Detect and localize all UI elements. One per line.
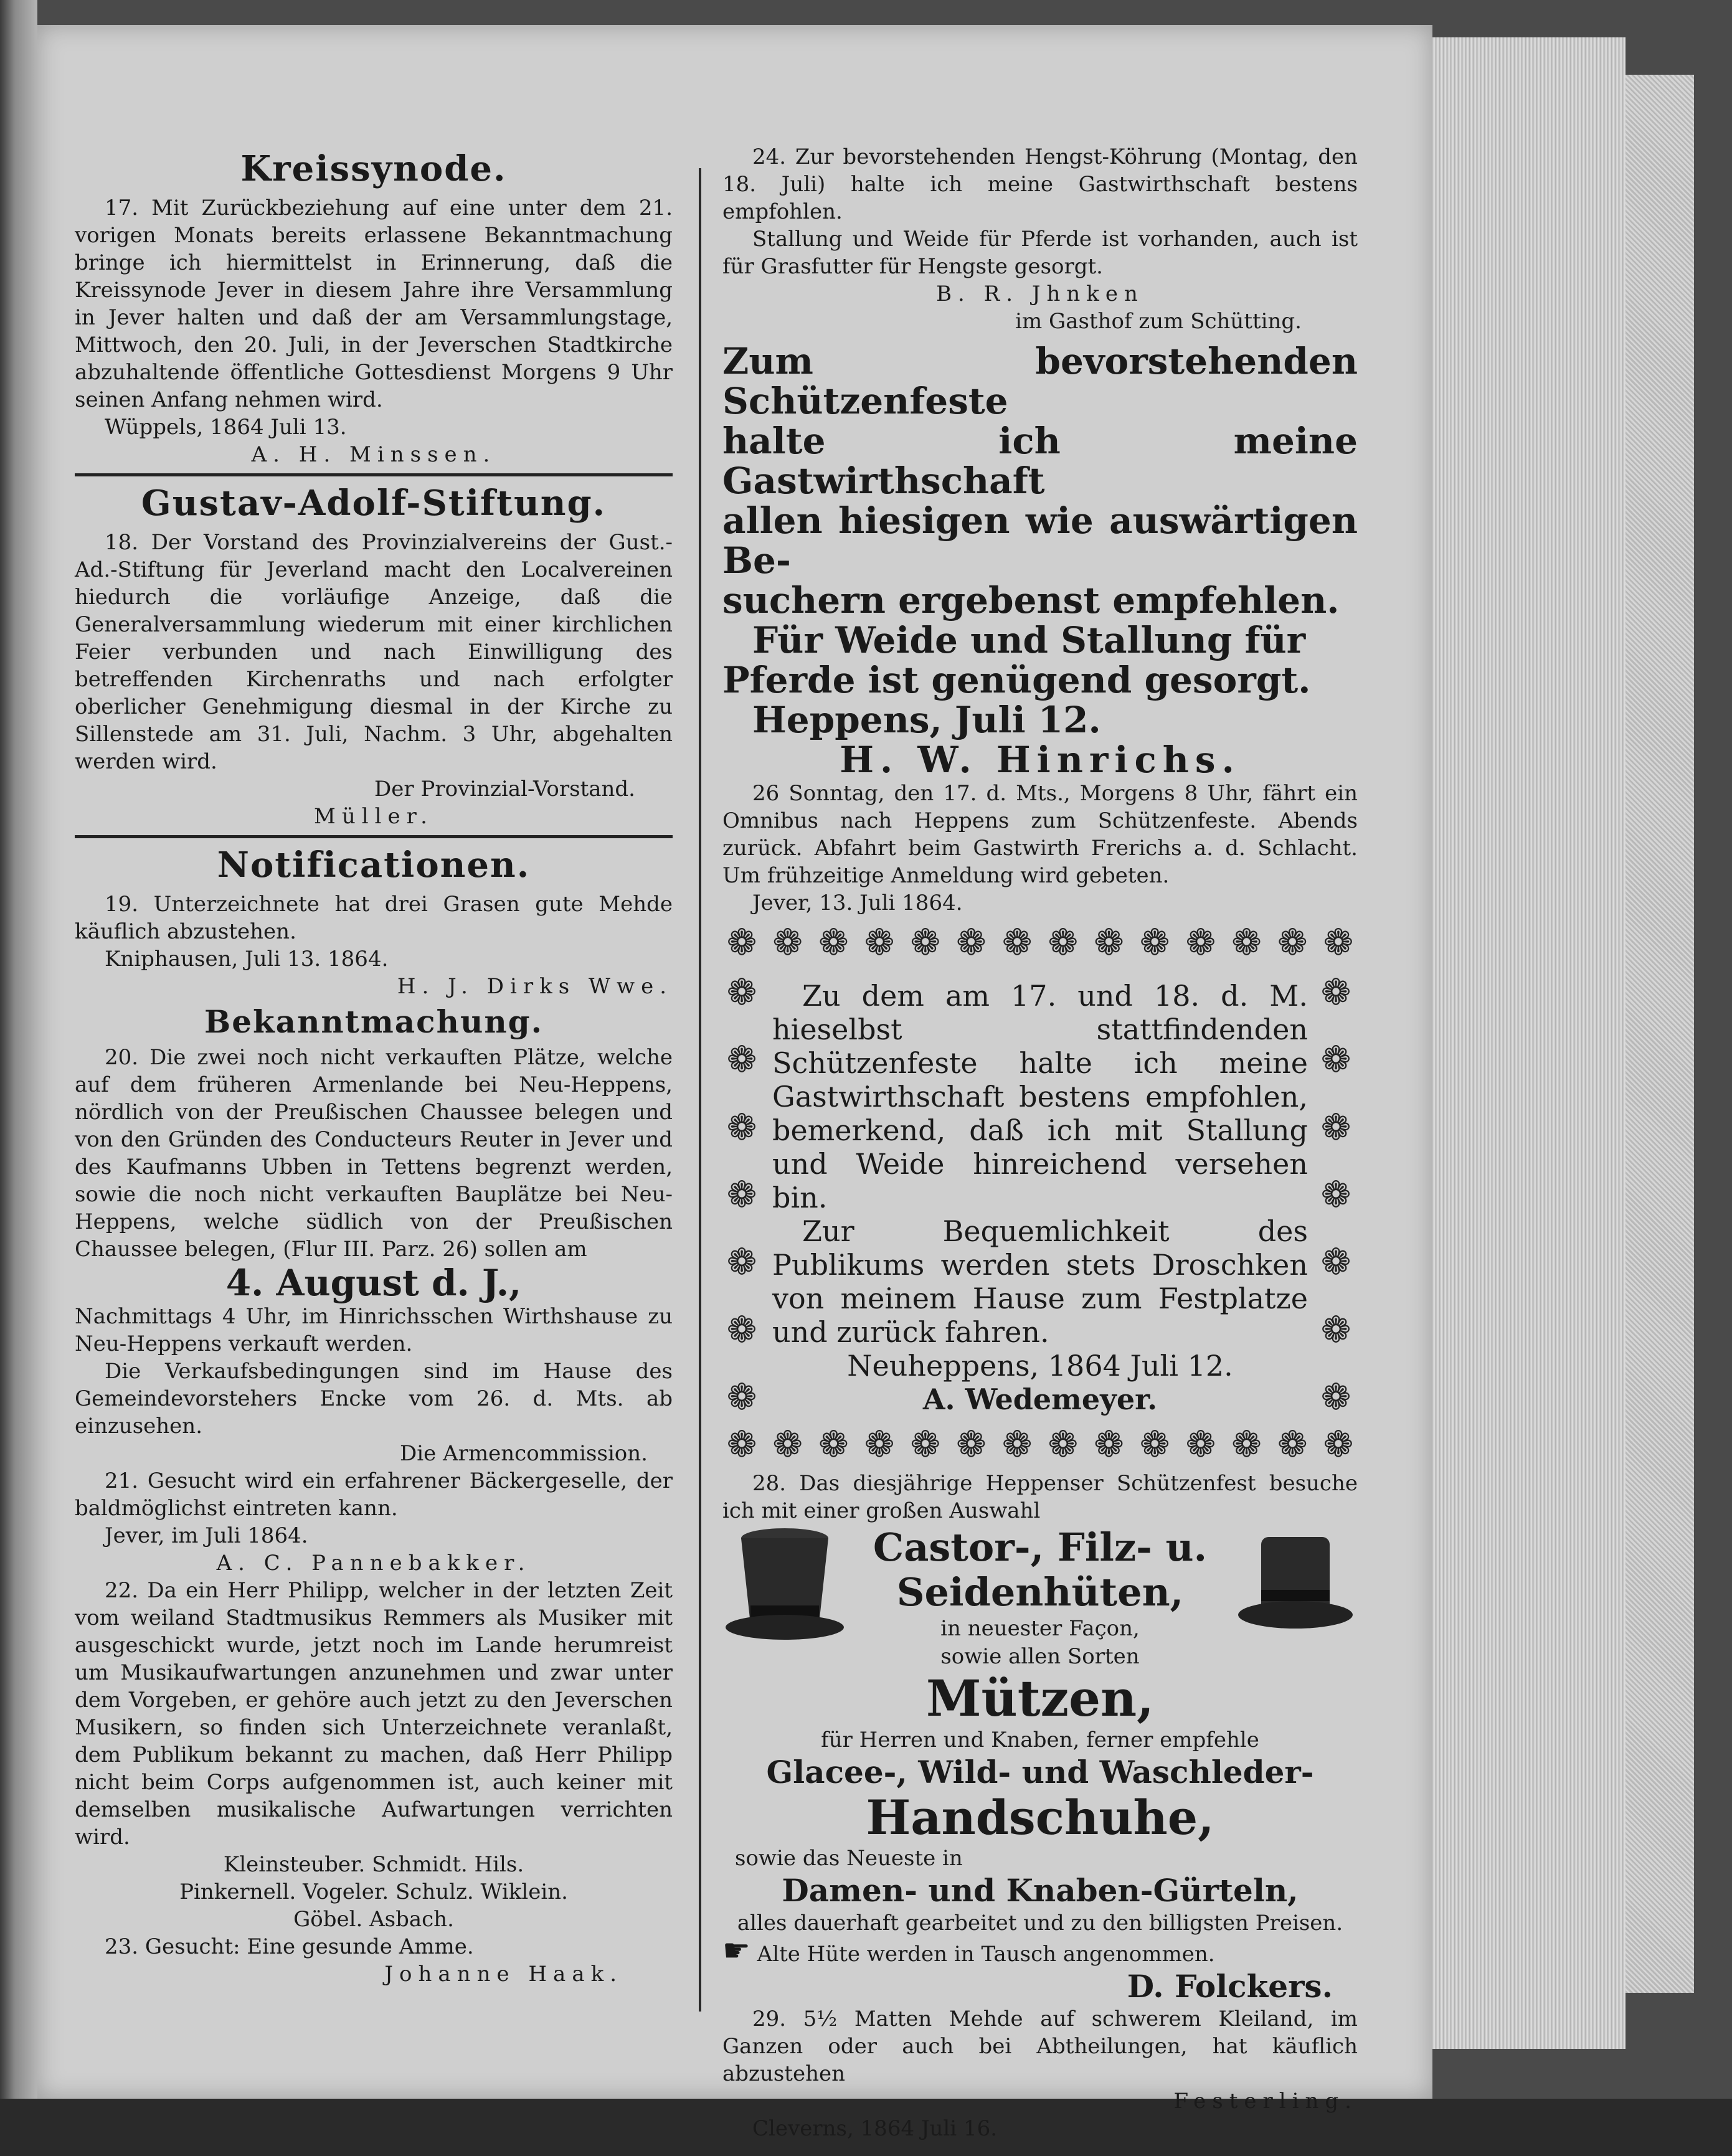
flower-ornament-icon: ❁ [1094, 921, 1124, 963]
notice-18-signature-name: Müller. [314, 804, 433, 829]
notice-20: 20. Die zwei noch nicht verkauften Plätze, welche auf dem früheren Armenlande bei Neu-Heppens, nördlich von der Preußischen Chaussee belegen und von den Gründen des Conducteurs Reuter in Jever und des Kaufmanns Ubben in Tettens begrenzt werden, sowie die noch nicht verkauften Bauplätze bei Neu-Heppens, welche südlich von der Preußischen Chaussee belegen, (Flur III. Parz. 26) sollen am [75, 1045, 673, 1262]
flower-ornament-icon: ❁ [910, 1423, 941, 1465]
flower-ornament-icon: ❁ [818, 1423, 849, 1465]
notice-24-signature-place: im Gasthof zum Schütting. [1015, 309, 1302, 334]
notice-17-signature: A. H. Minssen. [251, 442, 496, 467]
heading-gustav-adolf: Gustav-Adolf-Stiftung. [141, 483, 607, 524]
flower-ornament-icon: ❁ [726, 921, 757, 963]
ornamental-frame-ad [722, 923, 1358, 1466]
notice-25-line-2: halte ich meine Gastwirthschaft [722, 420, 1358, 502]
flower-ornament-icon: ❁ [1001, 1423, 1033, 1465]
ad-guertel: Damen- und Knaben-Gürteln, [782, 1872, 1299, 1909]
top-hat-icon [722, 1525, 847, 1643]
flower-ornament-icon: ❁ [1231, 921, 1262, 963]
flower-ornament-icon: ❁ [1185, 1423, 1216, 1465]
notice-27-text-2: Zur Bequemlichkeit des Publikums werden stets Droschken von meinem Hause zum Festplatze und zurück fahren. [772, 1214, 1308, 1349]
flower-ornament-icon: ❁ [818, 921, 849, 963]
flower-ornament-icon: ❁ [1048, 921, 1079, 963]
flower-ornament-icon: ❁ [1048, 1423, 1079, 1465]
flower-ornament-icon: ❁ [1231, 1423, 1262, 1465]
notice-20-signature: Die Armencommission. [400, 1441, 648, 1466]
ad-signature: D. Folckers. [1127, 1968, 1333, 2005]
heading-kreissynode: Kreissynode. [240, 148, 507, 189]
notice-20-time: Nachmittags 4 Uhr, im Hinrichsschen Wirthshause zu Neu-Heppens verkauft werden. [75, 1304, 673, 1356]
ad-facon: in neuester Façon, [940, 1616, 1140, 1641]
divider-rule [75, 473, 673, 476]
flower-ornament-icon: ❁ [1320, 1375, 1351, 1418]
column-divider [699, 168, 701, 2012]
right-column [722, 143, 1358, 2142]
ad-muetzen: Mützen, [925, 1669, 1154, 1728]
notice-22: 22. Da ein Herr Philipp, welcher in der letzten Zeit vom weiland Stadtmusikus Remmers als Musiker mit ausgeschickt wurde, jetzt noch im Lande herumreist um Musikaufwartungen anzunehmen und zwar unter dem Vorgeben, er gehöre auch jetzt zu den Jeverschen Musikern, so finden sich Unterzeichnete veranlaßt, dem Publikum bekannt zu machen, daß Herr Philipp nicht beim Corps aufgenommen ist, auch keiner mit demselben musikalische Aufwartungen verrichten wird. [75, 1578, 673, 1850]
flower-ornament-icon: ❁ [956, 1423, 987, 1465]
ad-fuer: für Herren und Knaben, ferner empfehle [821, 1728, 1259, 1752]
flower-ornament-icon: ❁ [726, 1105, 757, 1148]
bowler-hat-icon [1233, 1525, 1358, 1643]
pointing-hand-icon: ☛ [722, 1932, 750, 1969]
notice-25-place: Heppens, Juli 12. [752, 699, 1101, 741]
ornament-border-bottom [722, 1425, 1358, 1466]
notice-24: 24. Zur bevorstehenden Hengst-Köhrung (Montag, den 18. Juli) halte ich meine Gastwirthschaft bestens empfohlen. [722, 144, 1358, 224]
notice-29-place: Cleverns, 1864 Juli 16. [752, 2116, 998, 2141]
flower-ornament-icon: ❁ [1277, 1423, 1308, 1465]
notice-19-place: Kniphausen, Juli 13. 1864. [105, 947, 389, 972]
flower-ornament-icon: ❁ [726, 1173, 757, 1216]
notice-21: 21. Gesucht wird ein erfahrener Bäckergeselle, der baldmöglichst eintreten kann. [75, 1468, 673, 1521]
notice-27-signature: A. Wedemeyer. [922, 1383, 1158, 1416]
notice-28: 28. Das diesjährige Heppenser Schützenfest besuche ich mit einer großen Auswahl [722, 1471, 1358, 1523]
ad-handschuhe: Handschuhe, [866, 1790, 1214, 1845]
left-column [75, 143, 673, 1988]
divider-rule [75, 835, 673, 838]
ad-seidenhueten: Seidenhüten, [896, 1569, 1184, 1615]
flower-ornament-icon: ❁ [864, 1423, 895, 1465]
notice-27-place: Neuheppens, 1864 Juli 12. [847, 1349, 1233, 1383]
ad-alte-huete-row [722, 1932, 1358, 1969]
flower-ornament-icon: ❁ [726, 1375, 757, 1418]
notice-25-line-1: Zum bevorstehenden Schützenfeste [722, 340, 1358, 422]
ad-neueste: sowie das Neueste in [735, 1846, 963, 1871]
notice-26-place: Jever, 13. Juli 1864. [752, 891, 963, 915]
flower-ornament-icon: ❁ [1323, 921, 1354, 963]
notice-18-signature: Der Provinzial-Vorstand. [374, 777, 635, 801]
notice-17-place: Wüppels, 1864 Juli 13. [105, 415, 347, 440]
flower-ornament-icon: ❁ [1320, 1173, 1351, 1216]
flower-ornament-icon: ❁ [726, 1241, 757, 1284]
heading-bekanntmachung: Bekanntmachung. [204, 1003, 544, 1040]
flower-ornament-icon: ❁ [1323, 1423, 1354, 1465]
hat-ad-row [722, 1525, 1358, 1643]
flower-ornament-icon: ❁ [726, 1423, 757, 1465]
notice-20-date: 4. August d. J., [225, 1262, 522, 1304]
notice-29: 29. 5½ Matten Mehde auf schwerem Kleiland, im Ganzen oder auch bei Abtheilungen, hat käuflich abzustehen [722, 2007, 1358, 2086]
notice-19-signature: H. J. Dirks Wwe. [397, 974, 673, 999]
notice-22-signatures-3: Göbel. Asbach. [293, 1907, 454, 1932]
ornament-border-top [722, 923, 1358, 964]
flower-ornament-icon: ❁ [772, 1423, 803, 1465]
flower-ornament-icon: ❁ [1185, 921, 1216, 963]
flower-ornament-icon: ❁ [910, 921, 941, 963]
book-spine-edge [0, 0, 37, 2156]
ad-glacee: Glacee-, Wild- und Waschleder- [766, 1754, 1314, 1790]
page-stack-edge [1432, 37, 1626, 2049]
notice-26: 26 Sonntag, den 17. d. Mts., Morgens 8 Uhr, fährt ein Omnibus nach Heppens zum Schützenfeste. Abends zurück. Abfahrt beim Gastwirth Frerichs a. d. Schlacht. Um frühzeitige Anmeldung wird gebeten. [722, 781, 1358, 888]
flower-ornament-icon: ❁ [1094, 1423, 1124, 1465]
notice-27-text: Zu dem am 17. und 18. d. M. hieselbst stattfindenden Schützenfeste halte ich meine Gastwirthschaft bestens empfohlen, bemerkend, daß ich mit Stallung und Weide hinreichend versehen bin. [772, 979, 1308, 1214]
flower-ornament-icon: ❁ [1320, 971, 1351, 1013]
notice-23-signature: Johanne Haak. [384, 1962, 623, 1987]
ornament-border-left [722, 973, 764, 1416]
notice-24-stable: Stallung und Weide für Pferde ist vorhanden, auch ist für Grasfutter für Hengste gesorgt. [722, 227, 1358, 279]
ad-alles: alles dauerhaft gearbeitet und zu den billigsten Preisen. [737, 1911, 1343, 1936]
flower-ornament-icon: ❁ [1277, 921, 1308, 963]
notice-21-signature: A. C. Pannebakker. [216, 1551, 531, 1576]
notice-22-signatures-1: Kleinsteuber. Schmidt. Hils. [223, 1852, 524, 1877]
ad-castor: Castor-, Filz- u. [873, 1525, 1208, 1570]
flower-ornament-icon: ❁ [1139, 1423, 1170, 1465]
flower-ornament-icon: ❁ [1320, 1105, 1351, 1148]
notice-25-line-6: Pferde ist genügend gesorgt. [722, 659, 1311, 701]
flower-ornament-icon: ❁ [956, 921, 987, 963]
flower-ornament-icon: ❁ [1320, 1038, 1351, 1081]
notice-21-place: Jever, im Juli 1864. [105, 1523, 308, 1548]
notice-17: 17. Mit Zurückbeziehung auf eine unter dem 21. vorigen Monats bereits erlassene Bekanntmachung bringe ich hiermittelst in Erinnerung, daß die Kreissynode Jever in diesem Jahre ihre Versammlung in Jever halten und daß der am Versammlungstage, Mittwoch, den 20. Juli, in der Jeverschen Stadtkirche abzuhaltende öffentliche Gottesdienst Morgens 9 Uhr seinen Anfang nehmen wird. [75, 196, 673, 412]
notice-23: 23. Gesucht: Eine gesunde Amme. [105, 1934, 474, 1959]
heading-notificationen: Notificationen. [217, 844, 531, 886]
flower-ornament-icon: ❁ [726, 1038, 757, 1081]
notice-25-line-3: allen hiesigen wie auswärtigen Be- [722, 499, 1358, 582]
flower-ornament-icon: ❁ [726, 971, 757, 1013]
notice-19: 19. Unterzeichnete hat drei Grasen gute Mehde käuflich abzustehen. [75, 892, 673, 944]
notice-25-signature: H. W. Hinrichs. [840, 739, 1241, 781]
flower-ornament-icon: ❁ [1001, 921, 1033, 963]
notice-20-conditions: Die Verkaufsbedingungen sind im Hause des Gemeindevorstehers Encke vom 26. d. Mts. ab einzusehen. [75, 1359, 673, 1439]
ornament-border-right [1317, 973, 1358, 1416]
notice-22-signatures-2: Pinkernell. Vogeler. Schulz. Wiklein. [179, 1879, 568, 1904]
ad-alte-huete: Alte Hüte werden in Tausch angenommen. [757, 1942, 1215, 1967]
book-fore-edge [1626, 75, 1694, 1993]
notice-18: 18. Der Vorstand des Provinzialvereins der Gust.-Ad.-Stiftung für Jeverland macht den Localvereinen hiedurch die vorläufige Anzeige, daß die Generalversammlung wiederum mit einer kirchlichen Feier verbunden und nach Einwilligung des betreffenden Kirchenraths und nach erfolgter oberlicher Genehmigung diesmal in der Kirche zu Sillenstede am 31. Juli, Nachm. 3 Uhr, abgehalten werden wird. [75, 530, 673, 774]
flower-ornament-icon: ❁ [864, 921, 895, 963]
flower-ornament-icon: ❁ [726, 1308, 757, 1351]
flower-ornament-icon: ❁ [1320, 1241, 1351, 1284]
notice-29-signature: Festerling. [1173, 2089, 1358, 2114]
notice-25-line-4: suchern ergebenst empfehlen. [722, 579, 1340, 622]
flower-ornament-icon: ❁ [1139, 921, 1170, 963]
flower-ornament-icon: ❁ [1320, 1308, 1351, 1351]
ad-sowie: sowie allen Sorten [940, 1644, 1140, 1669]
notice-24-signature: B. R. Jhnken [936, 281, 1144, 306]
notice-25-line-5: Für Weide und Stallung für [752, 619, 1306, 661]
flower-ornament-icon: ❁ [772, 921, 803, 963]
